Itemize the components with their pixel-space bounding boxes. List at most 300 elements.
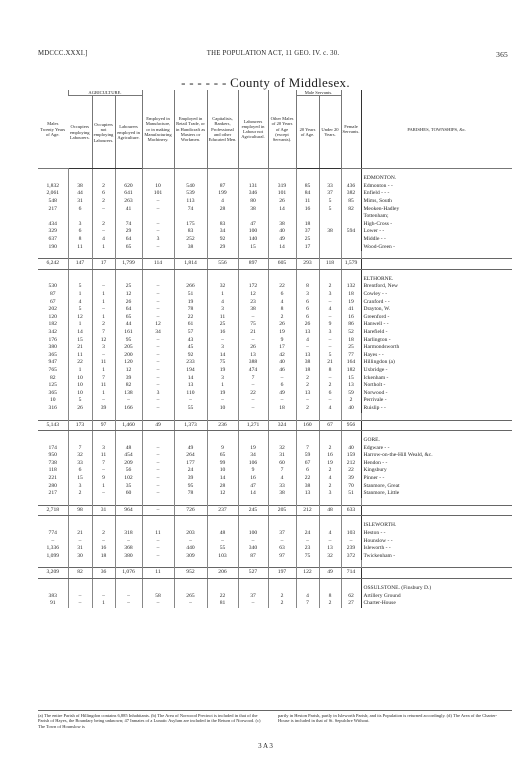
table-cell: 11 <box>92 382 115 390</box>
empty-cell <box>174 413 207 421</box>
table-cell: 2 <box>296 405 319 413</box>
empty-cell <box>361 560 512 568</box>
empty-cell <box>68 516 92 530</box>
table-cell: 9 <box>207 445 238 453</box>
empty-cell <box>142 169 174 183</box>
table-cell: 4 <box>268 475 296 483</box>
table-cell: – <box>207 337 238 345</box>
total-cell: 1,814 <box>174 259 207 270</box>
empty-cell <box>238 498 268 506</box>
table-row <box>38 198 512 206</box>
table-cell: 74 <box>115 221 142 229</box>
total-cell: 324 <box>268 420 296 431</box>
empty-cell <box>341 498 361 506</box>
table-cell: 10 <box>68 375 92 383</box>
table-cell: 200 <box>115 352 142 360</box>
table-cell: 59 <box>341 390 361 398</box>
table-cell <box>38 213 68 221</box>
empty-cell <box>319 579 341 593</box>
table-cell: 11 <box>296 198 319 206</box>
table-cell: 5 <box>68 283 92 291</box>
table-cell: 59 <box>296 452 319 460</box>
table-cell: 131 <box>238 183 268 191</box>
table-cell: 10 <box>49 397 56 404</box>
table-cell: 2 <box>268 593 296 601</box>
empty-cell <box>92 498 115 506</box>
parish-name: Uxbridge - <box>361 367 512 375</box>
table-cell <box>341 244 361 252</box>
table-cell: – <box>268 538 296 546</box>
table-cell: – <box>51 537 55 544</box>
table-cell: 22 <box>68 359 92 367</box>
table-cell: 23 <box>296 545 319 553</box>
table-cell: – <box>92 352 115 360</box>
parish-name: Artillery Ground <box>361 593 512 601</box>
empty-cell <box>238 516 268 530</box>
footnotes <box>38 710 512 729</box>
table-cell: 1 <box>68 321 92 329</box>
table-cell: 5 <box>319 206 341 214</box>
table-cell: 39 <box>174 475 207 483</box>
empty-cell <box>142 516 174 530</box>
table-cell: 3 <box>68 483 92 491</box>
section-heading-row <box>38 169 512 183</box>
table-cell: 22 <box>296 475 319 483</box>
empty-cell <box>319 431 341 445</box>
table-cell: 24 <box>174 467 207 475</box>
empty-cell <box>207 169 238 183</box>
table-cell: 49 <box>268 390 296 398</box>
table-cell: 4 <box>319 475 341 483</box>
table-cell: – <box>319 344 341 352</box>
table-cell: 10 <box>142 183 174 191</box>
table-cell: 91 <box>49 600 56 607</box>
empty-cell <box>68 269 92 283</box>
table-cell: – <box>319 337 341 345</box>
table-cell: 239 <box>341 545 361 553</box>
empty-cell <box>174 169 207 183</box>
parish-name: Harrow-on-the-Hill Weald, &c. <box>361 452 512 460</box>
table-cell <box>174 213 207 221</box>
empty-cell <box>174 579 207 593</box>
empty-cell <box>319 169 341 183</box>
empty-cell <box>296 498 319 506</box>
table-row <box>38 490 512 498</box>
parish-name: Greenford - <box>361 314 512 322</box>
table-cell: – <box>319 397 341 405</box>
table-cell: – <box>142 553 174 561</box>
table-cell: 26 <box>268 198 296 206</box>
empty-cell <box>174 431 207 445</box>
table-cell: 103 <box>341 530 361 538</box>
table-cell: – <box>319 375 341 383</box>
footnote-left: (a) The entire Parish of Hillingdon contains 6,885 Inhabitants. (b) The Area of Norwood Precinct is included in that of the Parish of Hayes, the Boundary being unknown; 47 Inmates of a Lunatic Asylum are included in the Return of Norwood. (c) The Town of Hounslow is <box>38 713 261 729</box>
table-row <box>38 397 512 405</box>
total-cell: 206 <box>207 568 238 579</box>
table-cell: 7 <box>92 329 115 337</box>
empty-cell <box>142 560 174 568</box>
table-cell: 21 <box>68 530 92 538</box>
table-cell: 161 <box>115 329 142 337</box>
table-cell: – <box>174 538 207 546</box>
empty-cell <box>341 413 361 421</box>
parish-name: Middle - - <box>361 236 512 244</box>
empty-cell <box>341 516 361 530</box>
empty-cell <box>92 431 115 445</box>
table-cell: 2 <box>319 283 341 291</box>
parish-name: Brentford, New <box>361 283 512 291</box>
table-cell: 74 <box>174 206 207 214</box>
table-cell: 38 <box>296 359 319 367</box>
table-cell: 97 <box>268 553 296 561</box>
col-other-males: Other Males of 20 Years of Age (except Servants). <box>268 90 296 169</box>
total-cell: 31 <box>92 505 115 516</box>
table-cell: 340 <box>238 545 268 553</box>
table-row <box>38 445 512 453</box>
table-cell: 125 <box>48 382 57 389</box>
table-cell: 13 <box>341 382 361 390</box>
table-cell: – <box>142 352 174 360</box>
empty-cell <box>361 505 512 516</box>
empty-cell <box>296 169 319 183</box>
table-cell: 382 <box>341 190 361 198</box>
table-cell: 19 <box>207 390 238 398</box>
table-cell: 221 <box>48 475 57 482</box>
parish-name: Edmonton - - <box>361 183 512 191</box>
table-cell: 18 <box>341 337 361 345</box>
table-cell: 33 <box>268 483 296 491</box>
table-cell: 1 <box>92 367 115 375</box>
table-cell: 594 <box>341 228 361 236</box>
table-cell: – <box>238 314 268 322</box>
parish-name: Isleworth - - <box>361 545 512 553</box>
table-cell: 92 <box>207 236 238 244</box>
table-cell: 372 <box>341 553 361 561</box>
empty-cell <box>142 269 174 283</box>
parish-name: Ruislip - - <box>361 405 512 413</box>
total-cell: 205 <box>268 505 296 516</box>
table-cell: 26 <box>68 405 92 413</box>
empty-cell <box>341 251 361 259</box>
total-cell: 897 <box>238 259 268 270</box>
table-cell <box>68 213 92 221</box>
table-cell: 4 <box>268 299 296 307</box>
table-cell: 41 <box>115 206 142 214</box>
parish-name: Perrivale - <box>361 397 512 405</box>
table-cell: – <box>115 538 142 546</box>
table-cell: 7 <box>296 600 319 608</box>
table-cell: – <box>142 445 174 453</box>
table-cell: 26 <box>238 344 268 352</box>
parish-name: Cowley - - <box>361 291 512 299</box>
total-cell: 964 <box>115 505 142 516</box>
table-row <box>38 593 512 601</box>
table-cell: 540 <box>174 183 207 191</box>
table-cell: 22 <box>268 283 296 291</box>
table-cell: 11 <box>207 314 238 322</box>
table-cell: – <box>142 382 174 390</box>
table-cell: 84 <box>296 190 319 198</box>
table-cell: – <box>319 538 341 546</box>
parish-name: Stanmore, Great <box>361 483 512 491</box>
table-cell: 175 <box>174 221 207 229</box>
table-cell: 34 <box>142 329 174 337</box>
empty-cell <box>319 516 341 530</box>
table-header <box>38 90 512 169</box>
table-row <box>38 460 512 468</box>
table-cell: – <box>142 375 174 383</box>
table-cell: 60 <box>115 490 142 498</box>
table-cell: 174 <box>48 444 57 451</box>
parish-name: Hendon - - <box>361 460 512 468</box>
table-cell: 11 <box>92 452 115 460</box>
table-cell: 16 <box>341 314 361 322</box>
table-cell: 6 <box>319 390 341 398</box>
table-cell: 19 <box>341 299 361 307</box>
table-cell: 7 <box>92 375 115 383</box>
table-cell: – <box>142 475 174 483</box>
table-cell: 202 <box>48 306 57 313</box>
total-cell: 1,579 <box>341 259 361 270</box>
table-cell: 13 <box>296 352 319 360</box>
table-cell: 85 <box>341 198 361 206</box>
empty-cell <box>174 560 207 568</box>
table-cell: 39 <box>341 475 361 483</box>
table-cell: 132 <box>341 283 361 291</box>
table-cell: 51 <box>341 490 361 498</box>
table-row <box>38 367 512 375</box>
total-cell: 49 <box>319 568 341 579</box>
table-cell: 2 <box>319 382 341 390</box>
total-cell: 98 <box>68 505 92 516</box>
table-cell: 21 <box>319 359 341 367</box>
table-cell: 1 <box>92 299 115 307</box>
header-act-title: THE POPULATION ACT, 11 GEO. IV. c. 30. <box>206 50 340 57</box>
table-cell: 31 <box>268 452 296 460</box>
group-agriculture: AGRICULTURE. <box>68 90 142 96</box>
signature-mark: 3 A 3 <box>258 742 273 750</box>
table-cell: 4 <box>319 306 341 314</box>
total-cell: 605 <box>268 259 296 270</box>
table-cell: 55 <box>207 545 238 553</box>
total-cell: 1,799 <box>115 259 142 270</box>
table-cell: 950 <box>48 452 57 459</box>
table-cell: 6 <box>296 299 319 307</box>
table-row <box>38 467 512 475</box>
table-cell: 190 <box>48 243 57 250</box>
empty-cell <box>296 269 319 283</box>
table-cell: 1 <box>92 244 115 252</box>
table-cell: 16 <box>207 329 238 337</box>
table-cell: – <box>115 593 142 601</box>
col-labourers: Labourers employed in Agriculture. <box>115 96 142 169</box>
table-cell: 1,832 <box>46 182 60 189</box>
table-cell: 765 <box>48 366 57 373</box>
empty-cell <box>296 579 319 593</box>
total-cell: 6,242 <box>38 259 68 270</box>
empty-cell <box>296 251 319 259</box>
table-cell: 2 <box>319 483 341 491</box>
table-cell: 16 <box>92 545 115 553</box>
empty-cell <box>238 413 268 421</box>
table-cell: 172 <box>238 283 268 291</box>
table-cell <box>319 244 341 252</box>
table-cell: 10 <box>68 382 92 390</box>
table-cell: – <box>142 460 174 468</box>
footnote-right: partly in Heston Parish, partly in Isleworth Parish; and its Population is returned accordingly. (d) The Area of the Charter-House is included in that of St. Sepulchre Without. <box>278 713 498 724</box>
empty-cell <box>319 498 341 506</box>
table-cell: 40 <box>268 228 296 236</box>
total-cell: 49 <box>142 420 174 431</box>
empty-cell <box>268 169 296 183</box>
table-cell: 14 <box>268 244 296 252</box>
table-cell: 85 <box>296 183 319 191</box>
table-cell: 75 <box>207 359 238 367</box>
table-cell: 342 <box>48 328 57 335</box>
table-row <box>38 228 512 236</box>
parish-name: Twickenham - <box>361 553 512 561</box>
table-cell: 25 <box>296 236 319 244</box>
table-cell: 37 <box>268 530 296 538</box>
table-cell: 95 <box>115 337 142 345</box>
table-cell: 1,099 <box>46 552 60 559</box>
table-cell: 27 <box>341 600 361 608</box>
table-cell: – <box>142 344 174 352</box>
table-cell: 346 <box>238 190 268 198</box>
table-cell: 2 <box>68 490 92 498</box>
table-cell: 3 <box>142 236 174 244</box>
table-cell: 1 <box>92 483 115 491</box>
table-cell: 19 <box>238 445 268 453</box>
table-cell: 8 <box>68 236 92 244</box>
table-cell: – <box>142 299 174 307</box>
col-manufacture: Employed in Manufacture, or in making Manufacturing Machinery. <box>142 90 174 169</box>
table-cell: 1 <box>68 291 92 299</box>
empty-cell <box>268 269 296 283</box>
table-cell: – <box>115 600 142 608</box>
table-cell: 14 <box>207 352 238 360</box>
table-cell: 63 <box>268 545 296 553</box>
table-cell: – <box>68 600 92 608</box>
table-cell: 14 <box>238 490 268 498</box>
empty-cell <box>115 413 142 421</box>
empty-cell <box>319 269 341 283</box>
table-cell: 1 <box>92 390 115 398</box>
empty-cell <box>207 413 238 421</box>
table-cell: 33 <box>319 183 341 191</box>
empty-cell <box>115 498 142 506</box>
table-cell: 37 <box>319 190 341 198</box>
table-cell: 8 <box>296 283 319 291</box>
parish-name: Northolt - <box>361 382 512 390</box>
empty-cell <box>92 579 115 593</box>
table-cell: 44 <box>68 190 92 198</box>
table-cell: 77 <box>341 352 361 360</box>
table-cell: 2 <box>92 183 115 191</box>
table-cell: 9 <box>92 475 115 483</box>
empty-cell <box>238 269 268 283</box>
total-cell: 17 <box>92 259 115 270</box>
table-cell: – <box>142 367 174 375</box>
table-cell: 13 <box>238 352 268 360</box>
table-cell: – <box>142 283 174 291</box>
empty-cell <box>115 431 142 445</box>
table-cell: 39 <box>92 405 115 413</box>
table-row <box>38 337 512 345</box>
running-header <box>38 50 508 62</box>
total-cell: 67 <box>319 420 341 431</box>
table-cell: 138 <box>115 390 142 398</box>
section-heading-row <box>38 516 512 530</box>
table-cell: 4 <box>296 337 319 345</box>
table-cell: – <box>92 467 115 475</box>
table-cell: 2 <box>268 600 296 608</box>
table-cell: 2,061 <box>46 190 60 197</box>
table-cell: 6 <box>68 467 92 475</box>
table-cell: – <box>174 397 207 405</box>
total-cell: 237 <box>207 505 238 516</box>
empty-cell <box>92 251 115 259</box>
empty-cell <box>142 251 174 259</box>
col-labourers-non-agri: Labourers employed in Labour not Agricultural. <box>238 90 268 169</box>
header-volume: MDCCC.XXXI.] <box>38 50 88 57</box>
table-cell: – <box>142 359 174 367</box>
section-total-row <box>38 505 512 516</box>
table-cell: – <box>142 452 174 460</box>
table-cell: 7 <box>68 445 92 453</box>
table-cell: 37 <box>296 228 319 236</box>
table-cell: 13 <box>296 390 319 398</box>
table-row <box>38 206 512 214</box>
total-cell: 147 <box>68 259 92 270</box>
table-cell: 78 <box>174 306 207 314</box>
total-cell: 11 <box>142 568 174 579</box>
table-cell: 29 <box>207 244 238 252</box>
table-cell: 7 <box>92 460 115 468</box>
table-cell: – <box>238 600 268 608</box>
table-cell: – <box>142 600 174 608</box>
empty-cell <box>207 579 238 593</box>
section-heading-row <box>38 431 512 445</box>
table-cell: – <box>142 314 174 322</box>
table-cell: – <box>92 490 115 498</box>
table-cell: 82 <box>49 374 56 381</box>
table-cell: 75 <box>238 321 268 329</box>
table-cell: 637 <box>48 236 57 243</box>
table-cell: 10 <box>68 390 92 398</box>
table-cell: 2 <box>319 467 341 475</box>
table-cell: – <box>296 538 319 546</box>
table-cell: 35 <box>115 483 142 491</box>
table-cell: 12 <box>115 291 142 299</box>
table-cell: 32 <box>268 445 296 453</box>
table-cell: 52 <box>341 329 361 337</box>
table-cell: 9 <box>319 321 341 329</box>
table-cell: 3 <box>207 306 238 314</box>
table-cell: 21 <box>238 329 268 337</box>
empty-cell <box>207 516 238 530</box>
table-cell: 44 <box>115 321 142 329</box>
table-cell: 5 <box>68 397 92 405</box>
parish-name: Harmondsworth <box>361 344 512 352</box>
table-cell: 1 <box>207 382 238 390</box>
table-cell: 548 <box>48 198 57 205</box>
empty-cell <box>92 413 115 421</box>
empty-cell <box>268 579 296 593</box>
table-row <box>38 183 512 191</box>
table-cell: 17 <box>268 344 296 352</box>
empty-cell <box>38 498 68 506</box>
